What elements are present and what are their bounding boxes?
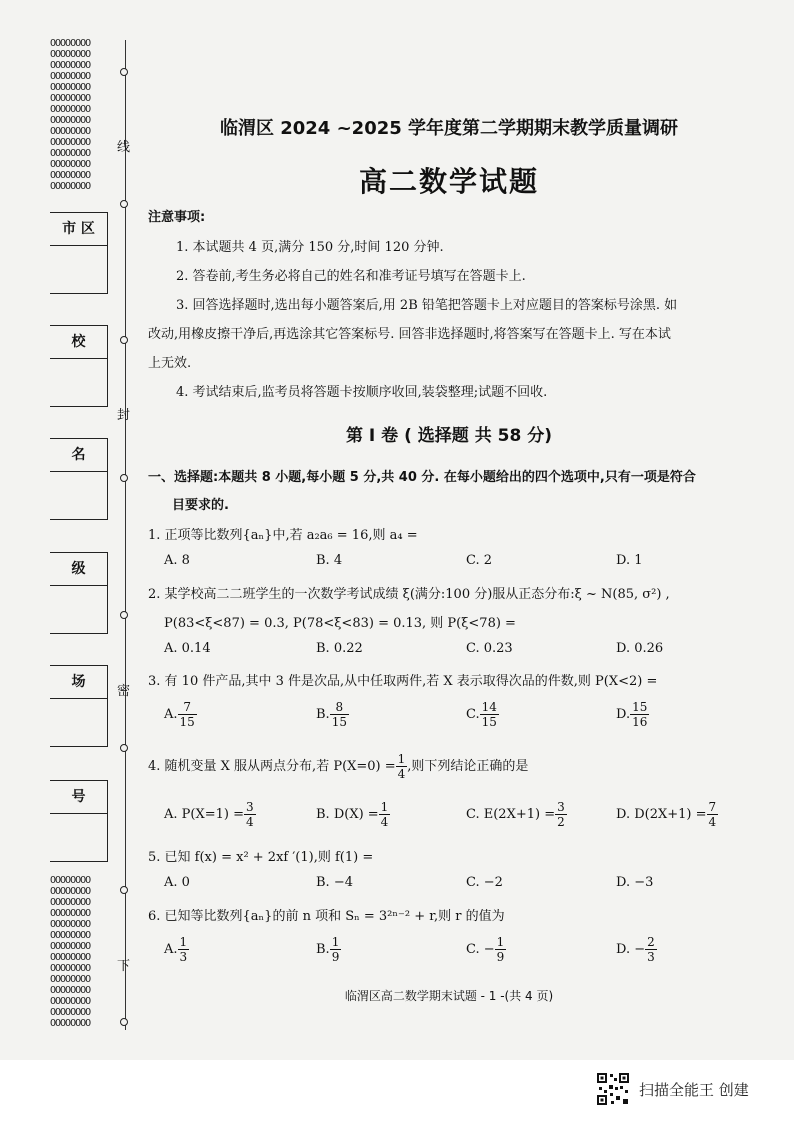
binding-dots-bottom: OOOOOOOO OOOOOOOO OOOOOOOO OOOOOOOO OOOOOOOO OOOOOOOO OOOOOOOO OOOOOOOO OOOOOOOO OOOOOOOO OOOOOOOO OOOOOOOO OOOOOOOO OOOOOOOO	[50, 875, 91, 1029]
page-footer: 临渭区高二数学期末试题 - 1 -(共 4 页)	[344, 989, 554, 1003]
question-2: 2. 某学校高二二班学生的一次数学考试成绩 ξ(满分:100 分)服从正态分布:ξ ~ N(85, σ²) ,	[148, 587, 670, 602]
question-2-cont: P(83<ξ<87) = 0.3, P(78<ξ<83) = 0.13, 则 P(ξ<78) =	[164, 616, 516, 631]
binding-ring	[120, 200, 128, 208]
notice-item: 改动,用橡皮擦干净后,再选涂其它答案标号. 回答非选择题时,将答案写在答题卡上. 写在本试	[148, 327, 671, 342]
question-3: 3. 有 10 件产品,其中 3 件是次品,从中任取两件,若 X 表示取得次品的件数,则 P(X<2) =	[148, 674, 658, 689]
question-5: 5. 已知 f(x) = x² + 2xf ′(1),则 f(1) =	[148, 850, 374, 865]
field-exam-room[interactable]	[50, 665, 108, 747]
q4-option-c[interactable]: C. E(2X+1) = $\frac{3}{2}$	[466, 800, 565, 829]
field-name[interactable]	[50, 438, 108, 520]
q4-option-a[interactable]: A. P(X=1) = $\frac{3}{4}$	[164, 800, 254, 829]
notice-item: 上无效.	[148, 356, 192, 371]
exam-title: 临渭区 2024 ~2025 学年度第二学期期末教学质量调研	[219, 118, 679, 139]
notice-item: 3. 回答选择题时,选出每小题答案后,用 2B 铅笔把答题卡上对应题目的答案标号涂黑. 如	[176, 298, 678, 313]
q5-option-a[interactable]: A. 0	[164, 875, 190, 890]
q6-option-a[interactable]: A. $\frac{1}{3}$	[164, 935, 188, 964]
field-label: 市 区	[50, 213, 107, 246]
q6-option-c[interactable]: C. − $\frac{1}{9}$	[466, 935, 505, 964]
q2-option-c[interactable]: C. 0.23	[466, 641, 513, 656]
part-instruction: 一、选择题:本题共 8 小题,每小题 5 分,共 40 分. 在每小题给出的四个选项中,只有一项是符合	[148, 470, 696, 485]
field-label: 级	[50, 553, 107, 586]
q4-option-b[interactable]: B. D(X) = $\frac{1}{4}$	[316, 800, 389, 829]
binding-ring	[120, 1018, 128, 1026]
field-number[interactable]	[50, 780, 108, 862]
binding-ring	[120, 68, 128, 76]
notice-item: 2. 答卷前,考生务必将自己的姓名和准考证号填写在答题卡上.	[176, 269, 526, 284]
q1-option-c[interactable]: C. 2	[466, 553, 493, 568]
subject-title: 高二数学试题	[358, 165, 539, 198]
q5-option-d[interactable]: D. −3	[616, 875, 654, 890]
qr-code-icon	[596, 1072, 630, 1106]
notice-item: 1. 本试题共 4 页,满分 150 分,时间 120 分钟.	[176, 240, 444, 255]
field-label: 校	[50, 326, 107, 359]
binding-ring	[120, 474, 128, 482]
notice-item: 4. 考试结束后,监考员将答题卡按顺序收回,装袋整理;试题不回收.	[176, 385, 548, 400]
question-1: 1. 正项等比数列{aₙ}中,若 a₂a₆ = 16,则 a₄ =	[148, 528, 418, 543]
q3-option-a[interactable]: A. $\frac{7}{15}$	[164, 700, 195, 729]
q2-option-a[interactable]: A. 0.14	[164, 641, 211, 656]
q3-option-b[interactable]: B. $\frac{8}{15}$	[316, 700, 347, 729]
field-label: 号	[50, 781, 107, 814]
binding-label-feng: 封	[117, 408, 131, 423]
q2-option-d[interactable]: D. 0.26	[616, 641, 664, 656]
binding-label-xia: 下	[117, 959, 131, 974]
field-school[interactable]	[50, 325, 108, 407]
field-class[interactable]	[50, 552, 108, 634]
q1-option-a[interactable]: A. 8	[164, 553, 190, 568]
section-title: 第 Ⅰ 卷 ( 选择题 共 58 分)	[346, 426, 552, 446]
q4-option-d[interactable]: D. D(2X+1) = $\frac{7}{4}$	[616, 800, 717, 829]
q3-option-d[interactable]: D. $\frac{15}{16}$	[616, 700, 648, 729]
q6-option-b[interactable]: B. $\frac{1}{9}$	[316, 935, 340, 964]
q5-option-c[interactable]: C. −2	[466, 875, 503, 890]
q1-option-d[interactable]: D. 1	[616, 553, 643, 568]
question-4: 4. 随机变量 X 服从两点分布,若 P(X=0) = $\frac{1}{4}$ ,则下列结论正确的是	[148, 752, 529, 781]
q2-option-b[interactable]: B. 0.22	[316, 641, 363, 656]
q3-option-c[interactable]: C. $\frac{14}{15}$	[466, 700, 497, 729]
binding-ring	[120, 611, 128, 619]
q1-option-b[interactable]: B. 4	[316, 553, 343, 568]
field-label: 名	[50, 439, 107, 472]
binding-label-mi: 密	[117, 684, 131, 699]
binding-label-xian: 线	[117, 140, 131, 155]
binding-ring	[120, 336, 128, 344]
notice-heading: 注意事项:	[148, 210, 206, 225]
question-6: 6. 已知等比数列{aₙ}的前 n 项和 Sₙ = 3²ⁿ⁻² + r,则 r 的值为	[148, 909, 505, 924]
part-instruction-cont: 目要求的.	[172, 498, 229, 513]
q5-option-b[interactable]: B. −4	[316, 875, 353, 890]
field-label: 场	[50, 666, 107, 699]
binding-line	[125, 40, 126, 1030]
binding-ring	[120, 744, 128, 752]
field-city-district[interactable]	[50, 212, 108, 294]
binding-ring	[120, 886, 128, 894]
q6-option-d[interactable]: D. − $\frac{2}{3}$	[616, 935, 655, 964]
scanner-brand-text: 扫描全能王 创建	[639, 1081, 749, 1099]
binding-dots-top: OOOOOOOO OOOOOOOO OOOOOOOO OOOOOOOO OOOOOOOO OOOOOOOO OOOOOOOO OOOOOOOO OOOOOOOO OOOOOOOO OOOOOOOO OOOOOOOO OOOOOOOO OOOOOOOO	[50, 38, 91, 192]
